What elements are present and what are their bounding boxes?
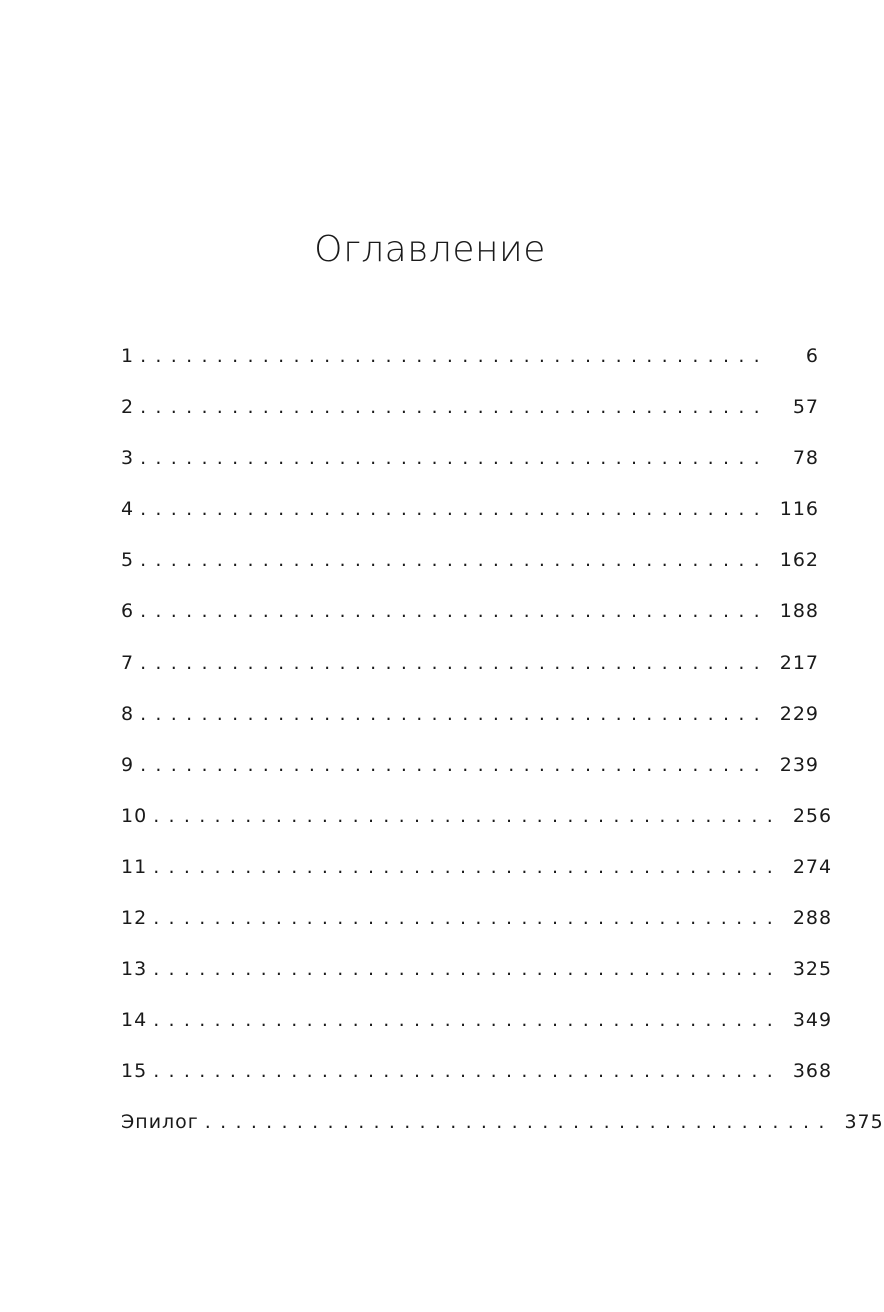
toc-dot-leader: .........................................: [140, 549, 770, 572]
toc-dot-leader: .........................................: [153, 1060, 783, 1083]
toc-entry-4: [121, 493, 820, 544]
toc-entry-label: 14: [121, 1009, 148, 1032]
table-of-contents: [121, 340, 884, 1158]
toc-entry-5: [121, 544, 820, 595]
toc-entry-11: [121, 851, 833, 902]
toc-entry-page: 368: [792, 1060, 833, 1083]
toc-entry-6: [121, 595, 820, 646]
toc-dot-leader: .........................................: [140, 498, 770, 521]
toc-entry-1: [121, 340, 820, 391]
toc-entry-15: [121, 1055, 833, 1106]
toc-dot-leader: .........................................: [140, 345, 770, 367]
toc-entry-page: 239: [779, 753, 820, 776]
toc-dot-leader: .........................................: [140, 396, 770, 419]
toc-entry-label: 8: [121, 702, 135, 725]
toc-entry-page: 217: [779, 651, 820, 674]
toc-entry-14: [121, 1004, 833, 1055]
toc-entry-page: 78: [792, 447, 820, 470]
toc-entry-label: 10: [121, 804, 148, 827]
toc-dot-leader: .........................................: [140, 651, 770, 674]
toc-dot-leader: .........................................: [204, 1111, 834, 1134]
toc-entry-page: 375: [844, 1111, 884, 1134]
toc-entry-3: [121, 442, 820, 493]
toc-entry-12: [121, 902, 833, 953]
toc-entry-page: 349: [792, 1009, 833, 1032]
toc-entry-page: 274: [792, 855, 833, 878]
toc-entry-epilogue: [121, 1106, 884, 1157]
toc-entry-7: [121, 647, 820, 698]
toc-entry-10: [121, 800, 833, 851]
toc-dot-leader: .........................................: [140, 600, 770, 623]
toc-entry-13: [121, 953, 833, 1004]
toc-dot-leader: .........................................: [140, 447, 770, 470]
toc-dot-leader: .........................................: [153, 958, 783, 981]
toc-entry-label: 4: [121, 498, 135, 521]
toc-dot-leader: .........................................: [153, 907, 783, 930]
toc-dot-leader: .........................................: [153, 855, 783, 878]
toc-entry-label: 9: [121, 753, 135, 776]
toc-entry-label: 11: [121, 855, 148, 878]
toc-entry-label: 7: [121, 651, 135, 674]
toc-entry-label: 15: [121, 1060, 148, 1083]
toc-dot-leader: .........................................: [153, 1009, 783, 1032]
toc-entry-page: 325: [792, 958, 833, 981]
toc-entry-9: [121, 749, 820, 800]
toc-dot-leader: .........................................: [153, 804, 783, 827]
toc-entry-page: 162: [779, 549, 820, 572]
toc-entry-8: [121, 698, 820, 749]
toc-entry-label: 5: [121, 549, 135, 572]
toc-entry-label: 12: [121, 907, 148, 930]
toc-entry-label: 13: [121, 958, 148, 981]
toc-entry-label: Эпилог: [121, 1111, 199, 1134]
toc-entry-page: 256: [792, 804, 833, 827]
toc-dot-leader: .........................................: [140, 753, 770, 776]
toc-entry-page: 6: [805, 345, 820, 367]
toc-entry-page: 229: [779, 702, 820, 725]
toc-entry-label: 1: [121, 345, 135, 367]
toc-entry-page: 57: [792, 396, 820, 419]
toc-dot-leader: .........................................: [140, 702, 770, 725]
toc-entry-2: [121, 391, 820, 442]
toc-entry-label: 6: [121, 600, 135, 623]
page-title: Оглавление: [314, 229, 546, 270]
toc-entry-label: 2: [121, 396, 135, 419]
toc-entry-page: 288: [792, 907, 833, 930]
toc-entry-page: 188: [779, 600, 820, 623]
toc-entry-label: 3: [121, 447, 135, 470]
toc-entry-page: 116: [779, 498, 820, 521]
